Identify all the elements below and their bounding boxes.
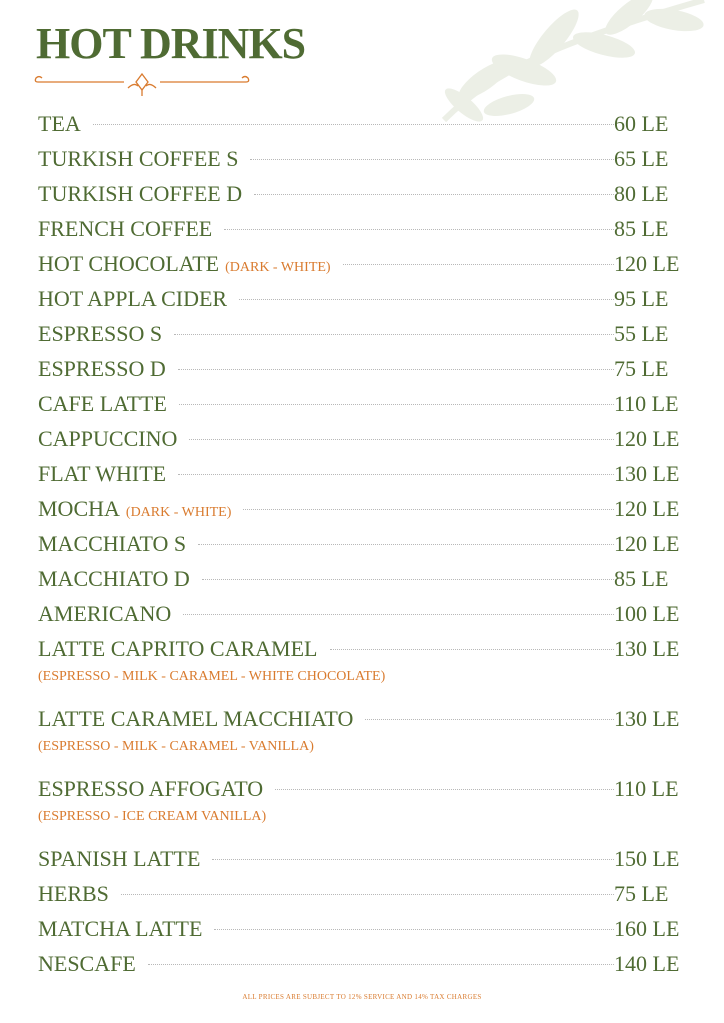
item-name: LATTE CAPRITO CARAMEL [38, 636, 318, 661]
item-price: 110 LE [614, 391, 679, 416]
menu-item [38, 176, 698, 211]
dot-leader [178, 368, 614, 370]
menu-item [38, 771, 698, 841]
item-price: 160 LE [614, 916, 680, 941]
item-price: 140 LE [614, 951, 680, 976]
item-name: FLAT WHITE [38, 461, 167, 486]
dot-leader [148, 963, 614, 965]
menu-item [38, 561, 698, 596]
item-price: 120 LE [614, 496, 680, 521]
item-name: ESPRESSO D [38, 356, 166, 381]
item-price: 130 LE [614, 706, 680, 731]
item-name: FRENCH COFFEE [38, 216, 213, 241]
dot-leader [330, 648, 615, 650]
menu-item [38, 316, 698, 351]
dot-leader [214, 928, 614, 930]
dot-leader [275, 788, 614, 790]
item-price: 120 LE [614, 251, 680, 276]
dot-leader [179, 403, 614, 405]
item-price: 130 LE [614, 636, 680, 661]
item-price: 95 LE [614, 286, 669, 311]
item-name: ESPRESSO AFFOGATO [38, 776, 264, 801]
dot-leader [183, 613, 614, 615]
dot-leader [254, 193, 614, 195]
menu-item [38, 386, 698, 421]
item-price: 75 LE [614, 356, 669, 381]
item-name: AMERICANO [38, 601, 172, 626]
dot-leader [198, 543, 614, 545]
menu-item [38, 701, 698, 771]
item-price: 80 LE [614, 181, 669, 206]
item-variant: (DARK - WHITE) [225, 260, 331, 275]
item-name: MACCHIATO S [38, 531, 187, 556]
item-name: HOT APPLA CIDER [38, 286, 228, 311]
menu-item [38, 841, 698, 876]
item-name: MATCHA LATTE [38, 916, 203, 941]
menu-item [38, 281, 698, 316]
item-name: HOT CHOCOLATE [38, 251, 220, 276]
item-name: CAPPUCCINO [38, 426, 178, 451]
item-name: HERBS [38, 881, 109, 906]
item-price: 120 LE [614, 531, 680, 556]
dot-leader [239, 298, 614, 300]
dot-leader [365, 718, 614, 720]
item-name: CAFE LATTE [38, 391, 167, 416]
item-ingredients: (ESPRESSO - MILK - CARAMEL - WHITE CHOCOLATE) [38, 669, 386, 684]
menu-item [38, 106, 698, 141]
menu-item [38, 491, 698, 526]
item-price: 85 LE [614, 216, 669, 241]
dot-leader [343, 263, 614, 265]
menu-item [38, 211, 698, 246]
dot-leader [250, 158, 614, 160]
item-price: 55 LE [614, 321, 669, 346]
dot-leader [224, 228, 614, 230]
menu-item [38, 456, 698, 491]
item-price: 100 LE [614, 601, 680, 626]
menu-item [38, 911, 698, 946]
item-price: 110 LE [614, 776, 679, 801]
item-ingredients: (ESPRESSO - ICE CREAM VANILLA) [38, 809, 267, 824]
item-name: TURKISH COFFEE D [38, 181, 243, 206]
scroll-divider-icon [34, 72, 250, 98]
item-name: SPANISH LATTE [38, 846, 201, 871]
item-name: NESCAFE [38, 951, 136, 976]
dot-leader [174, 333, 614, 335]
item-price: 150 LE [614, 846, 680, 871]
footer-note: ALL PRICES ARE SUBJECT TO 12% SERVICE AND 14% TAX CHARGES [242, 993, 482, 1001]
item-name: TEA [38, 111, 81, 136]
menu-item [38, 421, 698, 456]
item-price: 120 LE [614, 426, 680, 451]
item-price: 130 LE [614, 461, 680, 486]
menu-item [38, 246, 698, 281]
item-price: 85 LE [614, 566, 669, 591]
menu-item [38, 526, 698, 561]
dot-leader [93, 123, 614, 125]
item-name: ESPRESSO S [38, 321, 163, 346]
item-name: MOCHA [38, 496, 120, 521]
dot-leader [189, 438, 614, 440]
menu-item [38, 946, 698, 981]
item-price: 60 LE [614, 111, 669, 136]
dot-leader [121, 893, 614, 895]
menu-item [38, 351, 698, 386]
menu-item [38, 631, 698, 701]
menu-item [38, 876, 698, 911]
item-ingredients: (ESPRESSO - MILK - CARAMEL - VANILLA) [38, 739, 314, 754]
dot-leader [212, 858, 614, 860]
item-name: TURKISH COFFEE S [38, 146, 239, 171]
dot-leader [178, 473, 614, 475]
menu-item [38, 141, 698, 176]
item-name: LATTE CARAMEL MACCHIATO [38, 706, 354, 731]
item-price: 65 LE [614, 146, 669, 171]
menu-item [38, 596, 698, 631]
item-price: 75 LE [614, 881, 669, 906]
page-title: HOT DRINKS [36, 19, 306, 68]
menu-list [38, 106, 698, 981]
item-name: MACCHIATO D [38, 566, 190, 591]
dot-leader [202, 578, 614, 580]
item-variant: (DARK - WHITE) [125, 505, 232, 520]
dot-leader [243, 508, 614, 510]
